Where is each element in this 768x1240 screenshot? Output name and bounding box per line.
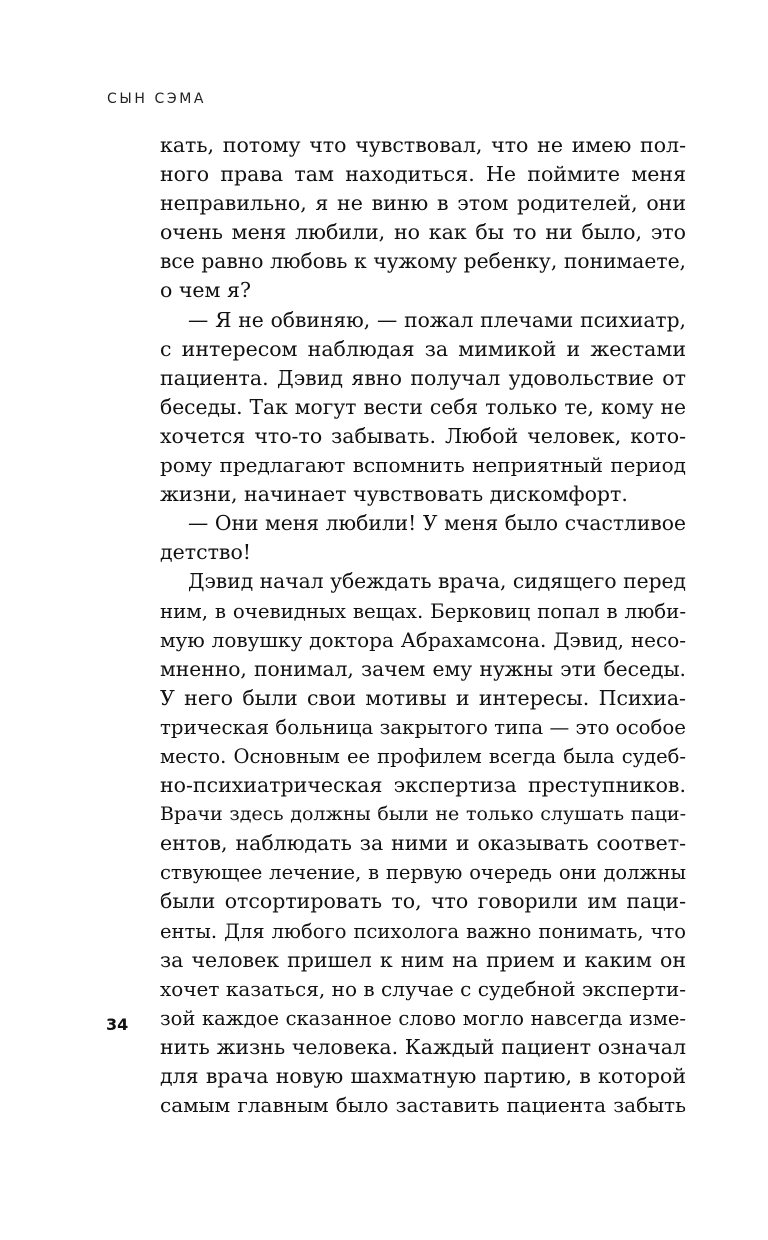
page-number: 34 [106, 1015, 129, 1034]
text-line: самым главным было заставить пациента забыть [160, 1093, 686, 1118]
text-line: У него были свои мотивы и интересы. Психиа- [160, 685, 686, 710]
text-line: кать, потому что чувствовал, что не имею пол- [160, 133, 686, 157]
text-line: Дэвид начал убеждать врача, сидящего перед [188, 569, 686, 594]
text-line: ним, в очевидных вещах. Берковиц попал в люби- [160, 599, 686, 623]
text-line: ствующее лечение, в первую очередь они должны [160, 861, 686, 885]
text-line: с интересом наблюдая за мимикой и жестами [160, 336, 686, 361]
text-line: детство! [160, 540, 252, 565]
text-line: для врача новую шахматную партию, в которой [160, 1064, 686, 1088]
text-line: беседы. Так могут вести себя только те, кому не [160, 394, 686, 419]
text-line: нить жизнь человека. Каждый пациент означал [160, 1034, 686, 1059]
text-line: пациента. Дэвид явно получал удовольствие от [160, 365, 686, 390]
text-line: жизни, начинает чувствовать дискомфорт. [160, 482, 628, 507]
text-line: мую ловушку доктора Абрахамсона. Дэвид, несо- [160, 627, 686, 652]
body-text [160, 131, 686, 1120]
text-line: трическая больница закрытого типа — это особое [160, 715, 686, 739]
text-line: ентов, наблюдать за ними и оказывать соответ- [160, 831, 686, 856]
text-line: зой каждое сказанное слово могло навсегда изме- [160, 1006, 686, 1030]
text-line: место. Основным ее профилем всегда была судеб- [160, 744, 686, 768]
text-line: — Я не обвиняю, — пожал плечами психиатр, [188, 307, 686, 332]
text-line: мненно, понимал, зачем ему нужны эти беседы. [160, 656, 686, 681]
text-line: но-психиатрическая экспертиза преступников. [160, 773, 686, 798]
running-header: СЫН СЭМА [107, 91, 207, 107]
text-line: были отсортировать то, что говорили им паци- [160, 889, 686, 914]
text-line: Врачи здесь должны были не только слушать паци- [160, 803, 686, 826]
text-line: все равно любовь к чужому ребенку, понимаете, [160, 249, 686, 274]
text-line: хочется что-то забывать. Любой человек, кото- [160, 423, 686, 448]
text-line: рому предлагают вспомнить неприятный период [160, 453, 686, 478]
text-line: ного права там находиться. Не поймите меня [160, 162, 686, 187]
text-line: за человек пришел к ним на прием и каким он [160, 947, 686, 972]
text-line: очень меня любили, но как бы то ни было, это [160, 220, 686, 245]
text-line: хочет казаться, но в случае с судебной эксперти- [160, 976, 686, 1001]
text-line: — Они меня любили! У меня было счастливое [188, 511, 686, 536]
text-line: о чем я? [160, 278, 251, 303]
text-line: неправильно, я не виню в этом родителей, они [160, 191, 686, 216]
text-line: енты. Для любого психолога важно понимать, что [160, 919, 686, 943]
